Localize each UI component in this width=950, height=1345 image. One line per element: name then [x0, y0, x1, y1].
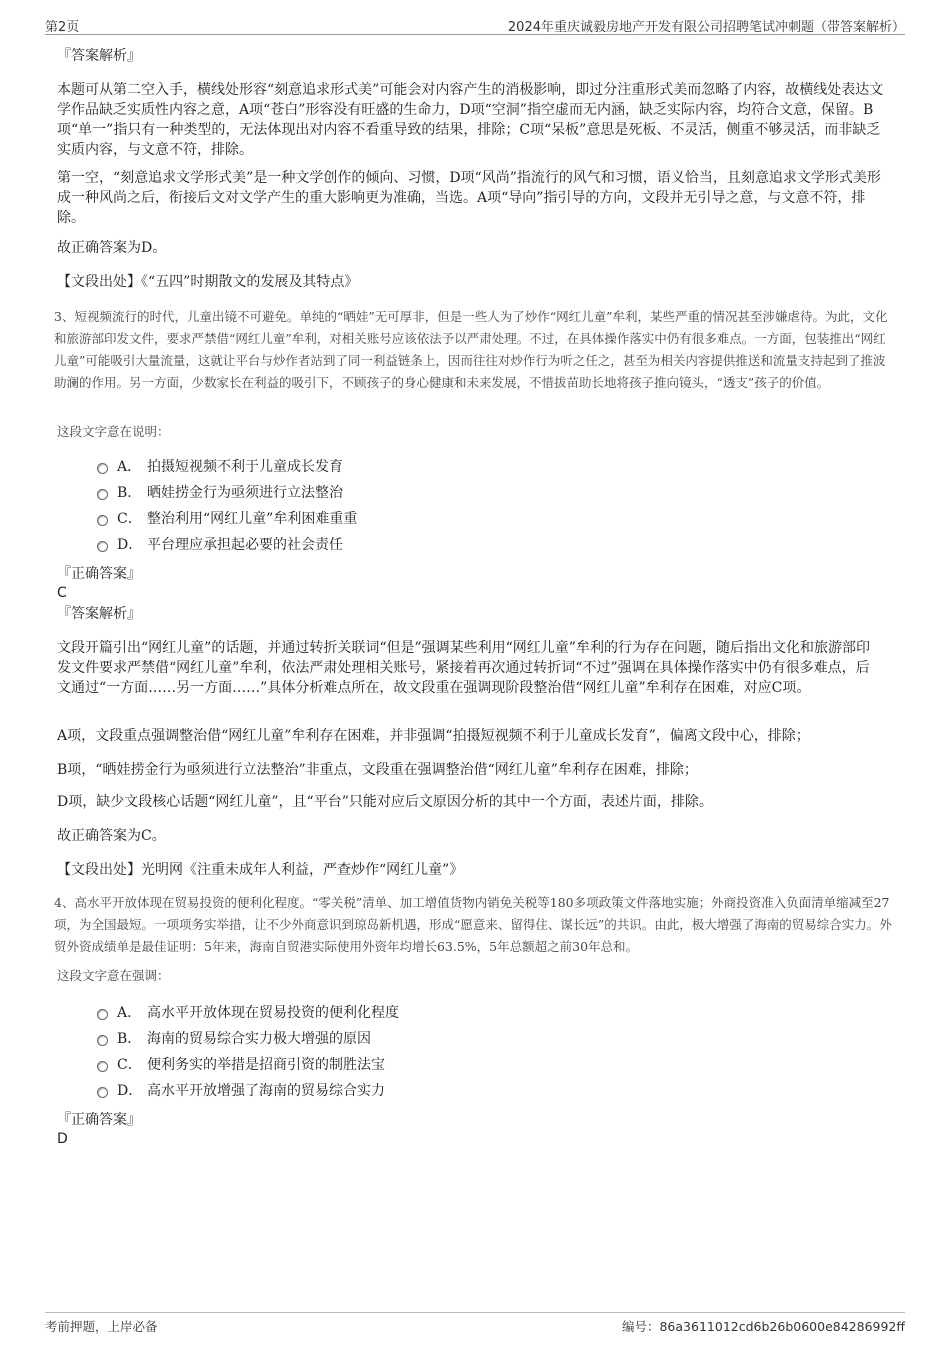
- correct-answer: D: [57, 1131, 68, 1147]
- radio-icon[interactable]: [97, 1035, 108, 1046]
- radio-icon[interactable]: [97, 489, 108, 500]
- document-id: 编号：86a3611012cd6b26b0600e84286992ff: [621, 1319, 905, 1334]
- option-d[interactable]: D． 高水平开放增强了海南的贸易综合实力: [97, 1078, 399, 1104]
- radio-icon[interactable]: [97, 515, 108, 526]
- analysis-paragraph: 本题可从第二空入手，横线处形容“刻意追求形式美”可能会对内容产生的消极影响，即过分注重形式美而忽略了内容，故横线处表达文学作品缺乏实质性内容之意，A项“苍白”形容没有旺盛的生命力，D项“空洞”指空虚而无内涵，缺乏实际内容，均符合文意，保留。B项“单一”指只有一种类型的，无法体现出对内容不看重导致的结果，排除；C项“呆板”意思是死板、不灵活，侧重不够灵活，而非缺乏实质内容，与文意不符，排除。: [57, 82, 884, 158]
- conclusion: 故正确答案为C。: [57, 828, 166, 844]
- option-c[interactable]: C． 整治利用“网红儿童”牟利困难重重: [97, 506, 357, 532]
- option-d[interactable]: D． 平台理应承担起必要的社会责任: [97, 532, 357, 558]
- footer-slogan: 考前押题，上岸必备: [45, 1319, 158, 1334]
- source-citation: 【文段出处】《“五四”时期散文的发展及其特点》: [57, 274, 359, 290]
- analysis-option-d: D项，缺少文段核心话题“网红儿童”，且“平台”只能对应后文原因分析的其中一个方面，表述片面，排除。: [57, 794, 713, 810]
- radio-icon[interactable]: [97, 1061, 108, 1072]
- analysis-option-b: B项，“晒娃捞金行为亟须进行立法整治”非重点，文段重在强调整治借“网红儿童”牟利存在困难，排除；: [57, 762, 698, 778]
- option-c[interactable]: C． 便利务实的举措是招商引资的制胜法宝: [97, 1052, 399, 1078]
- radio-icon[interactable]: [97, 541, 108, 552]
- analysis-paragraph: 第一空，“刻意追求文学形式美”是一种文学创作的倾向、习惯，D项“风尚”指流行的风气和习惯，语义恰当，且刻意追求文学形式美形成一种风尚之后，衔接后文对文学产生的重大影响更为准确，当选。A项“导向”指引导的方向，文段并无引导之意，与文意不符，排除。: [57, 170, 881, 226]
- page-number: 第2页: [45, 20, 80, 35]
- page-header: [45, 14, 905, 35]
- analysis-paragraph: 文段开篇引出“网红儿童”的话题，并通过转折关联词“但是”强调某些利用“网红儿童”牟利的行为存在问题，随后指出文化和旅游部印发文件要求严禁借“网红儿童”牟利，依法严肃处理相关账号，紧接着再次通过转折词“不过”强调在具体操作落实中仍有很多难点，后文通过“一方面……另一方面……”具体分析难点所在，故文段重在强调现阶段整治借“网红儿童”牟利存在困难，对应C项。: [57, 640, 870, 696]
- correct-answer: C: [57, 585, 67, 601]
- option-list: [57, 1000, 399, 1104]
- option-list: [57, 454, 357, 558]
- radio-icon[interactable]: [97, 463, 108, 474]
- conclusion: 故正确答案为D。: [57, 240, 167, 256]
- source-citation: 【文段出处】光明网《注重未成年人利益，严查炒作“网红儿童”》: [57, 862, 464, 878]
- question-stem: 4、高水平开放体现在贸易投资的便利化程度。“零关税”清单、加工增值货物内销免关税等180多项政策文件落地实施；外商投资准入负面清单缩减至27项，为全国最短。一项项务实举措，让不少外商意识到琼岛新机遇，形成“愿意来、留得住、谋长远”的共识。由此，极大增强了海南的贸易综合实力。外贸外资成绩单是最佳证明：5年来，海南自贸港实际使用外资年均增长63.5%，5年总额超之前30年总和。: [54, 895, 892, 954]
- radio-icon[interactable]: [97, 1087, 108, 1098]
- option-a[interactable]: A． 拍摄短视频不利于儿童成长发育: [97, 454, 357, 480]
- option-b[interactable]: B． 晒娃捞金行为亟须进行立法整治: [97, 480, 357, 506]
- analysis-title: 『答案解析』: [57, 48, 141, 64]
- document-title: 2024年重庆诚毅房地产开发有限公司招聘笔试冲刺题（带答案解析）: [507, 20, 905, 35]
- question-prompt: 这段文字意在强调：: [57, 968, 170, 983]
- analysis-option-a: A项，文段重点强调整治借“网红儿童”牟利存在困难，并非强调“拍摄短视频不利于儿童成长发育”，偏离文段中心，排除；: [57, 728, 810, 744]
- question-stem: 3、短视频流行的时代，儿童出镜不可避免。单纯的“晒娃”无可厚非，但是一些人为了炒作“网红儿童”牟利，某些严重的情况甚至涉嫌虐待。为此，文化和旅游部印发文件，要求严禁借“网红儿童”牟利，对相关账号应该依法予以严肃处理。不过，在具体操作落实中仍有很多难点。一方面，包装推出“网红儿童”可能吸引大量流量，这就让平台与炒作者站到了同一利益链条上，因而往往对炒作行为听之任之，甚至为相关内容提供推送和流量支持起到了推波助澜的作用。另一方面，少数家长在利益的吸引下，不顾孩子的身心健康和未来发展，不惜拔苗助长地将孩子推向镜头，“透支”孩子的价值。: [54, 309, 888, 390]
- correct-answer-title: 『正确答案』: [57, 1112, 141, 1128]
- option-a[interactable]: A． 高水平开放体现在贸易投资的便利化程度: [97, 1000, 399, 1026]
- page-footer: [45, 1312, 905, 1337]
- option-b[interactable]: B． 海南的贸易综合实力极大增强的原因: [97, 1026, 399, 1052]
- radio-icon[interactable]: [97, 1009, 108, 1020]
- question-prompt: 这段文字意在说明：: [57, 424, 170, 439]
- correct-answer-title: 『正确答案』: [57, 566, 141, 582]
- analysis-title: 『答案解析』: [57, 606, 141, 622]
